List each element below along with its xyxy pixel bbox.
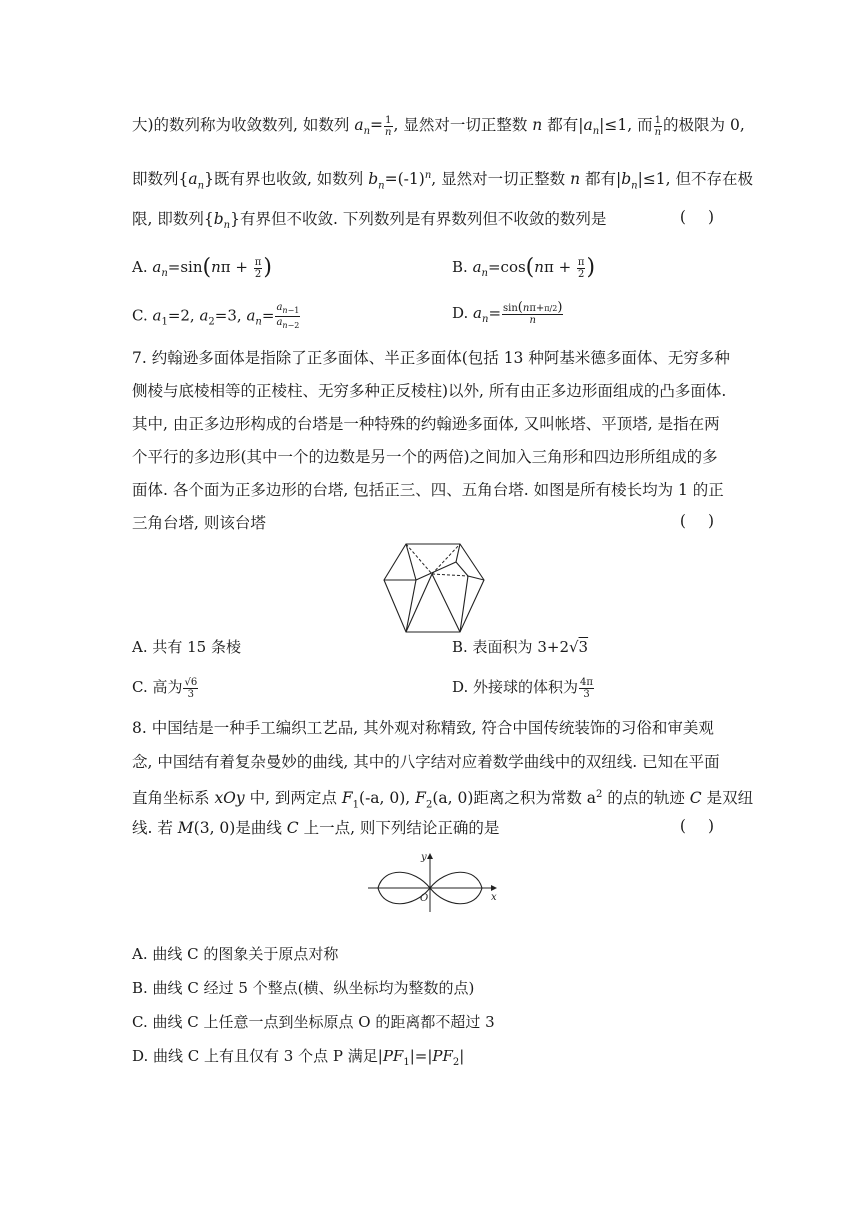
q8-line-1: 8. 中国结是一种手工编织工艺品, 其外观对称精致, 符合中国传统装饰的习俗和审美观 — [132, 719, 714, 737]
q7-option-b: B. 表面积为 3+2√3 — [452, 638, 589, 656]
x-axis-label: x — [491, 892, 497, 903]
q6-option-c: C. $a_1=2$, $a_2=3$, $a_n=$ $\frac{a_{n-1}}{a_{n-2}}$ — [132, 302, 300, 330]
q8-option-c: C. 曲线 C 上任意一点到坐标原点 O 的距离都不超过 3 — [132, 1013, 495, 1031]
q7-line-1: 7. 约翰逊多面体是指除了正多面体、半正多面体(包括 13 种阿基米德多面体、无穷多种 — [132, 349, 730, 367]
q8-line-2: 念, 中国结有着复杂曼妙的曲线, 其中的八字结对应着数学曲线中的双纽线. 已知在平面 — [132, 753, 720, 771]
q6-line-3: 限, 即数列$\{b_n\}$有界但不收敛. 下列数列是有界数列但不收敛的数列是 — [132, 210, 607, 232]
q8-option-d: D. 曲线 C 上有且仅有 3 个点 P 满足$|PF_1|=|PF_2|$ — [132, 1047, 465, 1068]
q6-option-d: D. $a_n=$ $\frac{\sin(n\pi+\pi/2)}{n}$ — [452, 300, 563, 326]
q7-line-4: 个平行的多边形(其中一个的边数是另一个的两倍)之间加入三角形和四边形所组成的多 — [132, 448, 718, 466]
q6-option-a: A. $a_n=\sin(n\pi$ + $\frac{\pi}{2}$ ) — [132, 255, 272, 280]
triangular-cupola-figure — [380, 540, 488, 638]
q6-line-1: 大)的数列称为收敛数列, 如数列 $a_n=$ $\frac{1}{n}$ , 显然对一切正整数 n 都有$|a_n|\le 1$, 而 $\frac{1}{n}$ 的极限为 0, — [132, 114, 745, 138]
q7-line-5: 面体. 各个面为正多边形的台塔, 包括正三、四、五角台塔. 如图是所有棱长均为 1 的正 — [132, 481, 724, 499]
q8-line-4: 线. 若 M(3, 0)是曲线 C 上一点, 则下列结论正确的是 — [132, 819, 500, 837]
q7-answer-paren: () — [679, 512, 736, 530]
q6-answer-paren: () — [679, 208, 736, 226]
origin-label: O — [420, 893, 429, 904]
q7-line-3: 其中, 由正多边形构成的台塔是一种特殊的约翰逊多面体, 又叫帐塔、平顶塔, 是指在两 — [132, 415, 720, 433]
q6-option-b: B. $a_n=\cos(n\pi$ + $\frac{\pi}{2}$ ) — [452, 255, 596, 280]
q8-line-3: 直角坐标系 xOy 中, 到两定点 $F_1(-a$, 0), $F_2(a$, 0)距离之积为常数 $a^2$ 的点的轨迹 C 是双纽 — [132, 789, 754, 811]
q7-line-6: 三角台塔, 则该台塔 — [132, 514, 266, 532]
q6-line-2: 即数列$\{a_n\}$既有界也收敛, 如数列 $b_n=(-1)^n$, 显然对一切正整数 n 都有$|b_n|\le 1$, 但不存在极 — [132, 170, 754, 192]
q7-option-c: C. 高为 $\frac{√6}{3}$ — [132, 676, 198, 700]
q7-line-2: 侧棱与底棱相等的正棱柱、无穷多种正反棱柱)以外, 所有由正多边形面组成的凸多面体. — [132, 382, 727, 400]
q8-option-b: B. 曲线 C 经过 5 个整点(横、纵坐标均为整数的点) — [132, 979, 475, 997]
q7-option-d: D. 外接球的体积为 $\frac{4\pi}{3}$ — [452, 676, 593, 700]
lemniscate-graph — [364, 848, 504, 914]
q8-option-a: A. 曲线 C 的图象关于原点对称 — [132, 945, 339, 963]
y-axis-label: y — [421, 852, 427, 863]
q7-option-a: A. 共有 15 条棱 — [132, 638, 241, 656]
q8-answer-paren: () — [679, 817, 736, 835]
